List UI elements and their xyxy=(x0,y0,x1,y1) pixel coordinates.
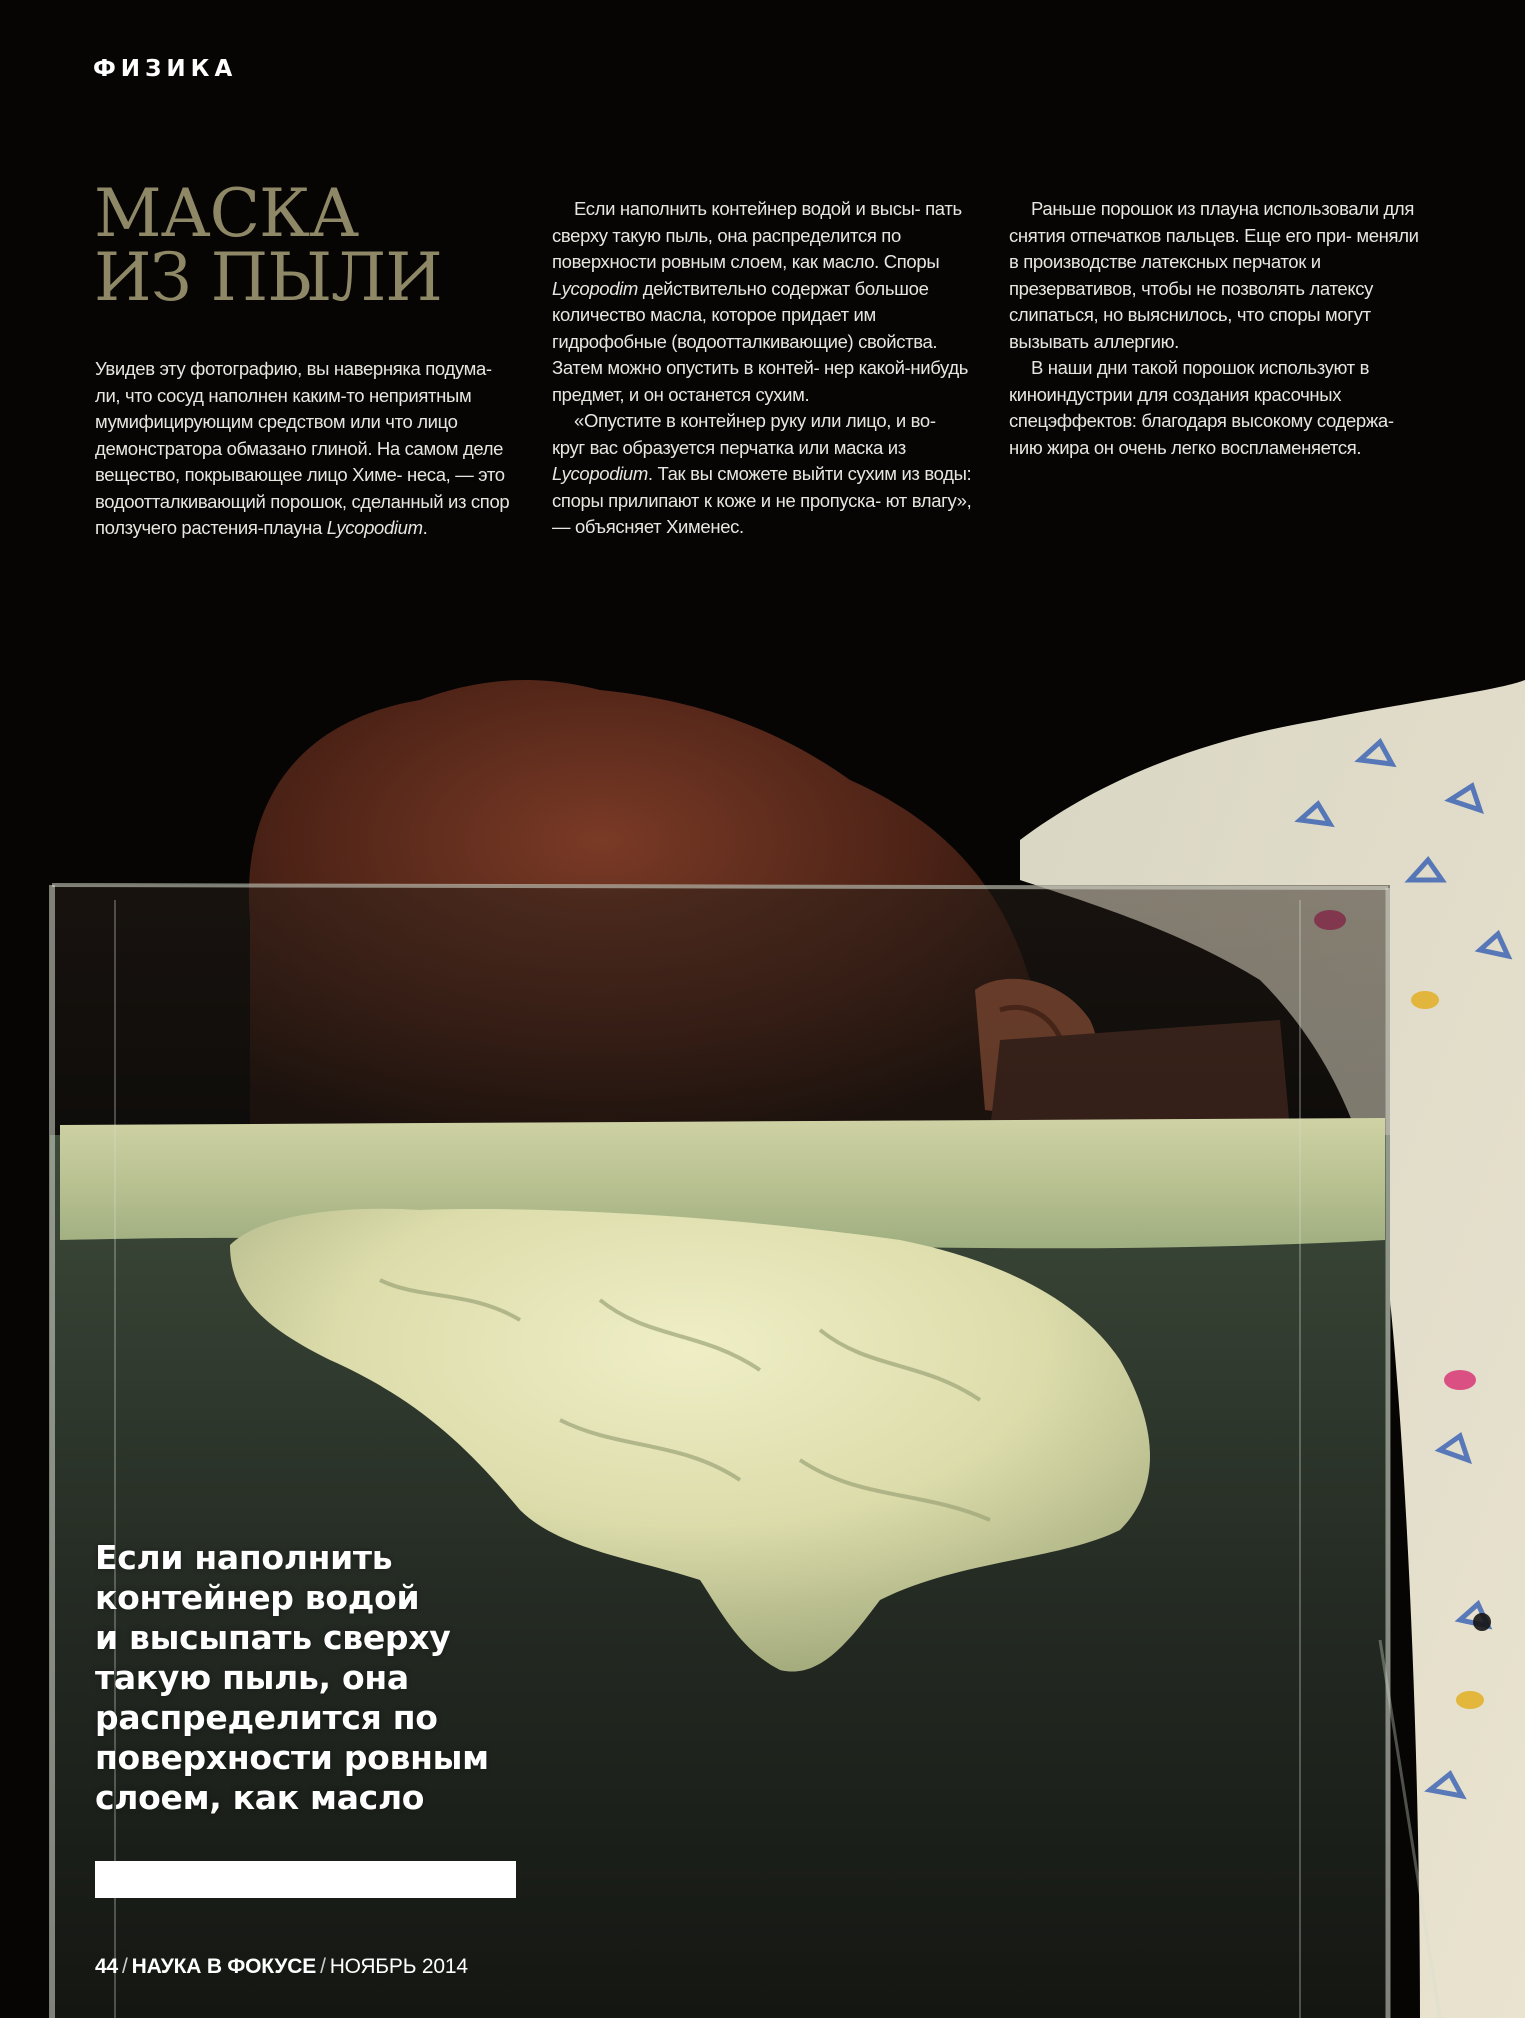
pull-quote-line: такую пыль, она xyxy=(95,1658,409,1697)
paragraph: «Опустите в контейнер руку или лицо, и во- круг вас образуется перчатка или маска из Lycopodium. Так вы сможете выйти сухим из воды: споры прилипают к коже и не пропуска- ют влагу», — объясняет Хименес. xyxy=(552,410,972,537)
species-name: Lycopodim xyxy=(552,277,638,299)
white-bar xyxy=(95,1861,516,1898)
paragraph: Если наполнить контейнер водой и высы- пать сверху такую пыль, она распределится по поверхности ровным слоем, как масло. Споры Lycopodim действительно содержат большое количество масла, которое придает им гидрофобные (водоотталкивающие) свойства. Затем можно опустить в контей- нер какой-нибудь предмет, и он останется сухим. xyxy=(552,198,969,405)
pull-quote xyxy=(95,1538,535,1818)
body-column-3 xyxy=(1009,196,1429,461)
pull-quote-line: контейнер водой xyxy=(95,1578,420,1617)
page-footer xyxy=(95,1955,468,1979)
pull-quote-line: поверхности ровным xyxy=(95,1738,489,1777)
headline-line-2: ИЗ ПЫЛИ xyxy=(94,239,442,316)
issue-date: НОЯБРЬ 2014 xyxy=(329,1955,468,1978)
pull-quote-line: распределится по xyxy=(95,1698,438,1737)
headline-line-1: МАСКА xyxy=(94,175,359,252)
footer-separator: / xyxy=(320,1955,326,1978)
body-column-2 xyxy=(552,196,972,541)
headline xyxy=(94,175,514,316)
body-column-1 xyxy=(95,356,515,542)
paragraph: Увидев эту фотографию, вы наверняка подума- ли, что сосуд наполнен каким-то неприятным мумифицирующим средством или что лицо демонстратора обмазано глиной. На самом деле вещество, покрывающее лицо Химе- неса, — это водоотталкивающий порошок, сделанный из спор ползучего растения-плауна Lycopodium. xyxy=(95,358,510,538)
paragraph: В наши дни такой порошок используют в киноиндустрии для создания красочных спецэффектов: благодаря высокому содержа- нию жира он очень легко воспламеняется. xyxy=(1009,357,1394,458)
section-label: ФИЗИКА xyxy=(93,56,238,82)
page-number: 44 xyxy=(95,1955,118,1978)
pull-quote-line: Если наполнить xyxy=(95,1538,393,1577)
pull-quote-line: и высыпать сверху xyxy=(95,1618,451,1657)
magazine-name: НАУКА В ФОКУСЕ xyxy=(131,1955,317,1978)
paragraph: Раньше порошок из плауна использовали для снятия отпечатков пальцев. Еще его при- меняли в производстве латексных перчаток и презервативов, чтобы не позволять латексу слипаться, но выяснилось, что споры могут вызывать аллергию. xyxy=(1009,198,1419,352)
species-name: Lycopodium xyxy=(326,517,423,538)
species-name: Lycopodium xyxy=(552,463,648,484)
footer-separator: / xyxy=(121,1955,128,1978)
pull-quote-line: слоем, как масло xyxy=(95,1778,425,1817)
